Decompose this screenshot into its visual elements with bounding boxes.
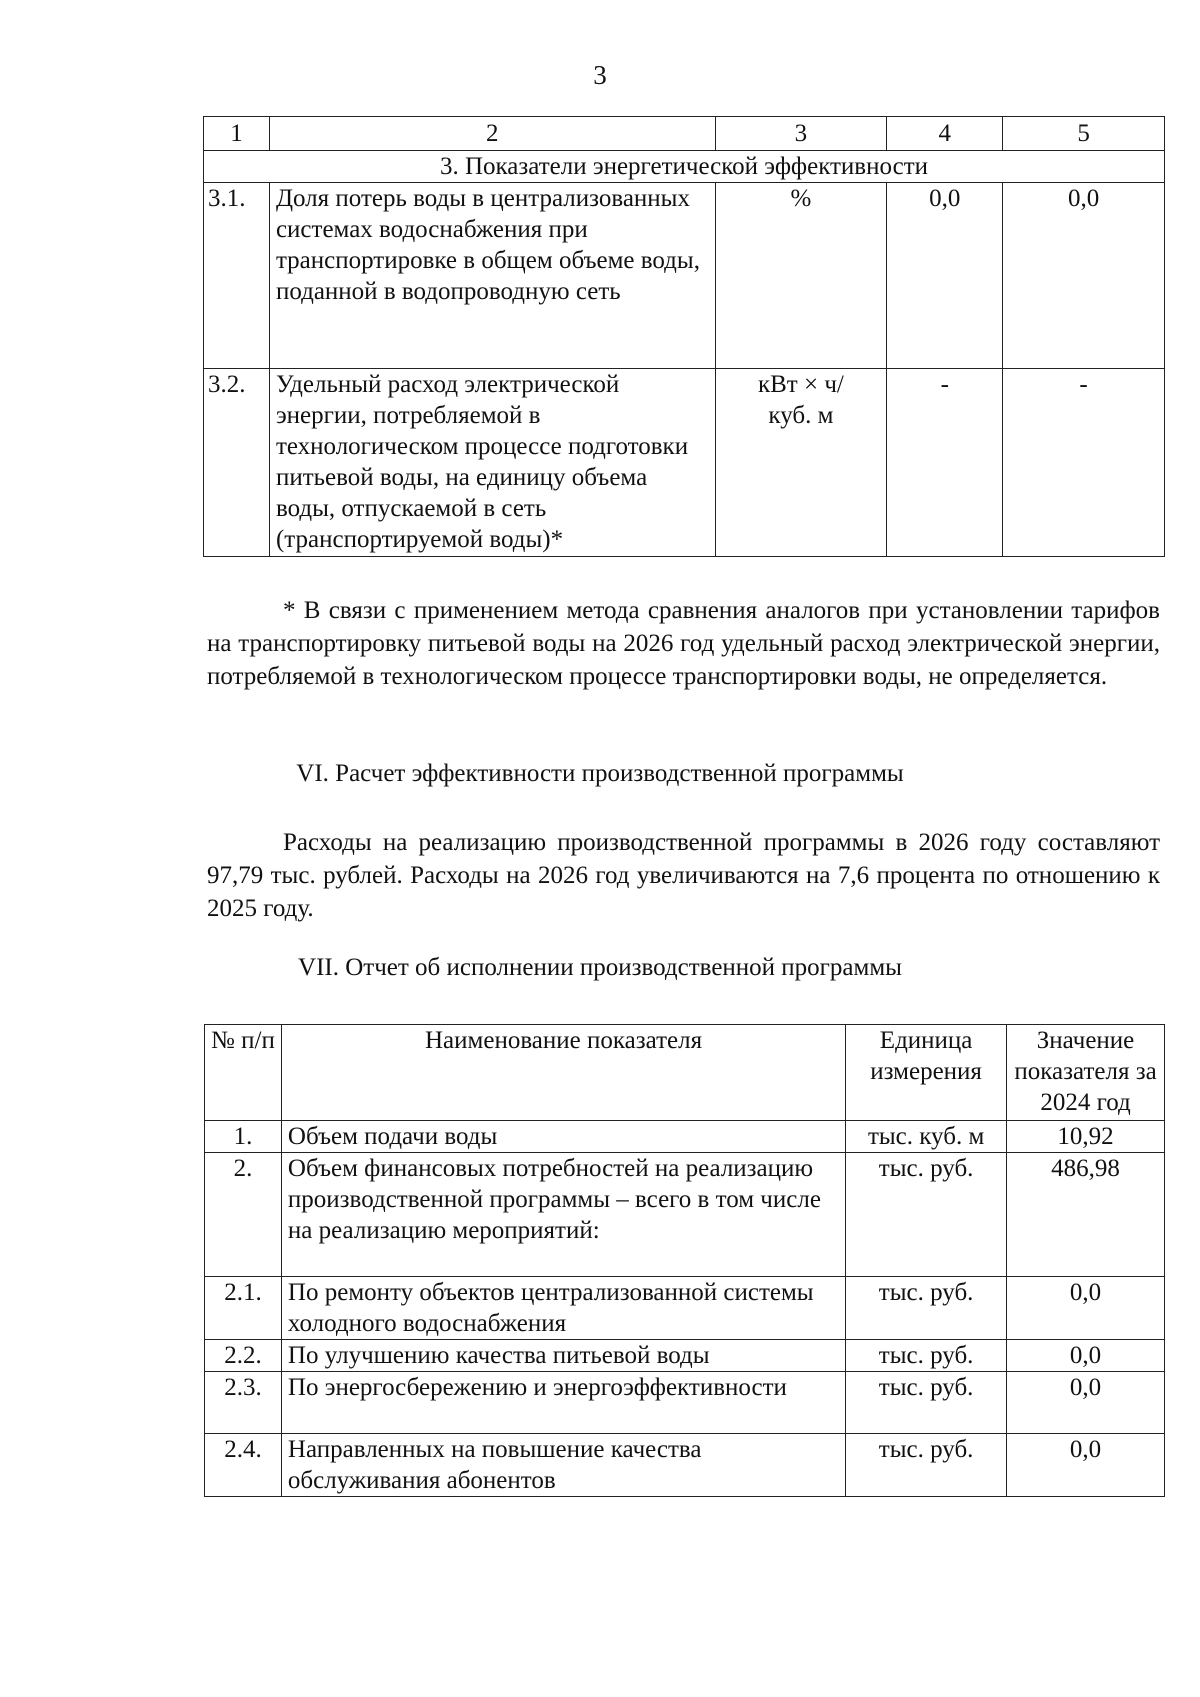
indicator-name: Удельный расход электрической энергии, потребляемой в технологическом процессе подготовки питьевой воды, на единицу объема воды, отпускаемой в сеть (транспортируемой воды)* — [269, 369, 715, 557]
unit: тыс. руб. — [846, 1153, 1007, 1277]
table-header-row — [205, 1025, 1165, 1121]
row-number: 2. — [205, 1153, 282, 1277]
column-number: 5 — [1003, 117, 1165, 151]
header-name: Наименование показателя — [281, 1025, 845, 1121]
table-row — [205, 1121, 1165, 1153]
indicator-name: По улучшению качества питьевой воды — [281, 1340, 845, 1372]
value: 10,92 — [1007, 1121, 1165, 1153]
table-row — [205, 1277, 1165, 1340]
value: 486,98 — [1007, 1153, 1165, 1277]
unit: тыс. руб. — [846, 1434, 1007, 1497]
section-6-text: Расходы на реализацию производственной программы в 2026 году составляют 97,79 тыс. рублей. Расходы на 2026 год увеличиваются на 7,6 процента по отношению к 2025 году. — [207, 829, 1160, 922]
unit: кВт × ч/ куб. м — [715, 369, 887, 557]
row-number: 3.2. — [204, 369, 270, 557]
column-number: 3 — [715, 117, 887, 151]
table-row — [205, 1434, 1165, 1497]
row-number: 2.1. — [205, 1277, 282, 1340]
table-row — [205, 1153, 1165, 1277]
indicator-name: Направленных на повышение качества обслуживания абонентов — [281, 1434, 845, 1497]
column-number: 4 — [887, 117, 1003, 151]
row-number: 2.3. — [205, 1372, 282, 1434]
header-value: Значение показателя за 2024 год — [1007, 1025, 1165, 1121]
row-number: 2.4. — [205, 1434, 282, 1497]
column-number: 1 — [204, 117, 270, 151]
unit: тыс. руб. — [846, 1372, 1007, 1434]
indicator-name: Объем подачи воды — [281, 1121, 845, 1153]
row-number: 1. — [205, 1121, 282, 1153]
row-number: 3.1. — [204, 183, 270, 369]
header-unit: Единица измерения — [846, 1025, 1007, 1121]
section-7-title: VII. Отчет об исполнении производственной программы — [298, 954, 902, 981]
table-row — [205, 1340, 1165, 1372]
unit: тыс. руб. — [846, 1340, 1007, 1372]
value: 0,0 — [1007, 1434, 1165, 1497]
unit: тыс. куб. м — [846, 1121, 1007, 1153]
footnote: * В связи с применением метода сравнения аналогов при установлении тарифов на транспортировку питьевой воды на 2026 год удельный расход электрической энергии, потребляемой в технологическом процессе транспортировки воды, не определяется. — [207, 597, 1160, 690]
value: 0,0 — [1007, 1277, 1165, 1340]
value-col5: 0,0 — [1003, 183, 1165, 369]
indicator-name: По энергосбережению и энергоэффективности — [281, 1372, 845, 1434]
program-report-table — [204, 1024, 1165, 1497]
section-row — [204, 151, 1165, 183]
row-number: 2.2. — [205, 1340, 282, 1372]
indicator-name: По ремонту объектов централизованной системы холодного водоснабжения — [281, 1277, 845, 1340]
energy-efficiency-table — [203, 116, 1165, 557]
value-col4: 0,0 — [887, 183, 1003, 369]
value-col5: - — [1003, 369, 1165, 557]
table-row — [204, 369, 1165, 557]
section-6-title: VI. Расчет эффективности производственной программы — [296, 760, 904, 787]
table-header-row — [204, 117, 1165, 151]
indicator-name: Объем финансовых потребностей на реализацию производственной программы – всего в том числе на реализацию мероприятий: — [281, 1153, 845, 1277]
page-number: 3 — [593, 60, 607, 90]
column-number: 2 — [269, 117, 715, 151]
table-row — [204, 183, 1165, 369]
value: 0,0 — [1007, 1372, 1165, 1434]
unit: % — [715, 183, 887, 369]
section-title: 3. Показатели энергетической эффективности — [204, 151, 1165, 183]
value-col4: - — [887, 369, 1003, 557]
unit: тыс. руб. — [846, 1277, 1007, 1340]
header-number: № п/п — [205, 1025, 282, 1121]
indicator-name: Доля потерь воды в централизованных системах водоснабжения при транспортировке в общем объеме воды, поданной в водопроводную сеть — [269, 183, 715, 369]
table-row — [205, 1372, 1165, 1434]
value: 0,0 — [1007, 1340, 1165, 1372]
